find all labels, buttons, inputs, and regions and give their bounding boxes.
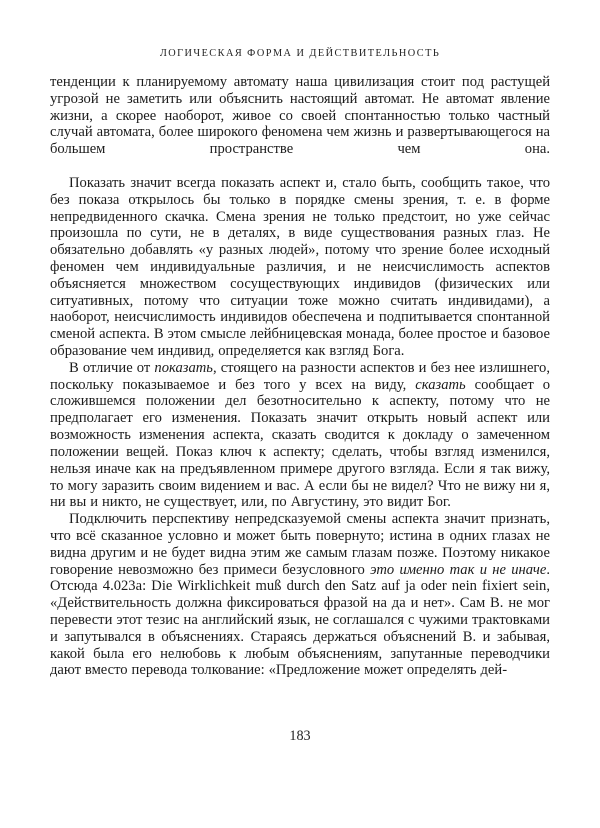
paragraph-2: Показать значит всегда показать аспект и, стало быть, сообщить такое, что без показа открылось бы только в порядке смены зрения, т. е. в форме непредвиденного скачка. Смена зрения не только предстоит, но уже сейчас произошла по сути, не в деталях, в виде существования разных глаз. Не обязательно добавлять «у разных людей», потому что зрение более исходный феномен чем индивидуальные различия, и не неисчислимость аспектов объясняется множеством сосуществующих индивидов (физических или ситуативных, потому что ситуации тоже можно считать индивидами), а наоборот, неисчислимость индивидов обеспечена и подпитывается спонтанной сменой аспекта. В этом смысле лейбницевская монада, более простое и базовое образование чем индивид, определяется как взгляд Бога.: [50, 174, 550, 359]
emphasis-skazat: сказать: [415, 376, 466, 393]
text-run: Подключить перспективу непредсказуемой смены аспекта значит признать, что всё сказанное условно и может быть повернуто; истина в одних глазах не видна другим и не будет видна этим же самым глазам позже. Поэтому никакое говорение невозможно без примеси безусловного: [50, 511, 550, 578]
paragraph-4: [50, 511, 550, 679]
text-run: . Отсюда: [50, 561, 550, 595]
text-run: :: [142, 578, 152, 595]
text-run: , стоящего на разности аспектов и без нее излишнего, поскольку показываемое и без того у всех на виду,: [50, 359, 550, 393]
paragraph-3: [50, 360, 550, 511]
page-number: 183: [289, 728, 311, 744]
text-run: сообщает о сложившемся положении дел безотносительно к аспекту, потому что не предполагает его изменения. Показать значит открыть новый аспект или возможность изменения аспекта, сказать сводится к докладу о замеченном положении вещей. Показ ключ к аспекту; сделать, чтобы взгляд изменился, нельзя иначе как на предъявленном примере другого взгляда. Если я так вижу, то могу заразить своим видением и вас. А если бы не видел? Что не вижу ни я, ни вы и никто, не существует, или, по Августину, это видит Бог.: [50, 376, 550, 511]
paragraph-1: тенденции к планируемому автомату наша цивилизация стоит под растущей угрозой не заметить или объяснить настоящий автомат. Не автомат явление жизни, а скорее наоборот, живое со своей спонтанностью только частный случай автомата, более широкого феномена чем жизнь и развертывающегося на большем пространстве чем она.: [50, 74, 550, 158]
tractatus-reference: 4.023a: [102, 578, 143, 595]
running-head: ЛОГИЧЕСКАЯ ФОРМА И ДЕЙСТВИТЕЛЬНОСТЬ: [159, 48, 441, 59]
body-text-block: [50, 74, 550, 679]
german-quotation: Die Wirklichkeit muß durch den Satz auf ja oder nein fixiert sein: [151, 578, 547, 595]
text-run: , «Действительность должна фиксироваться фразой на да и нет». Сам В. не мог перевести этот тезис на английский язык, не соглашался с чужими трактовками и запутывался в объяснениях. Стараясь держаться объяснений В. и забывая, какой была его нелюбовь к любым объяснениям, запутанные переводчики дают вместо перевода толкование: «Предложение может определять дей-: [50, 578, 550, 679]
text-run: В отличие от: [69, 359, 155, 376]
emphasis-eto-imenno-tak: это именно так и не иначе: [370, 561, 547, 578]
emphasis-pokazat: показать: [154, 359, 213, 376]
